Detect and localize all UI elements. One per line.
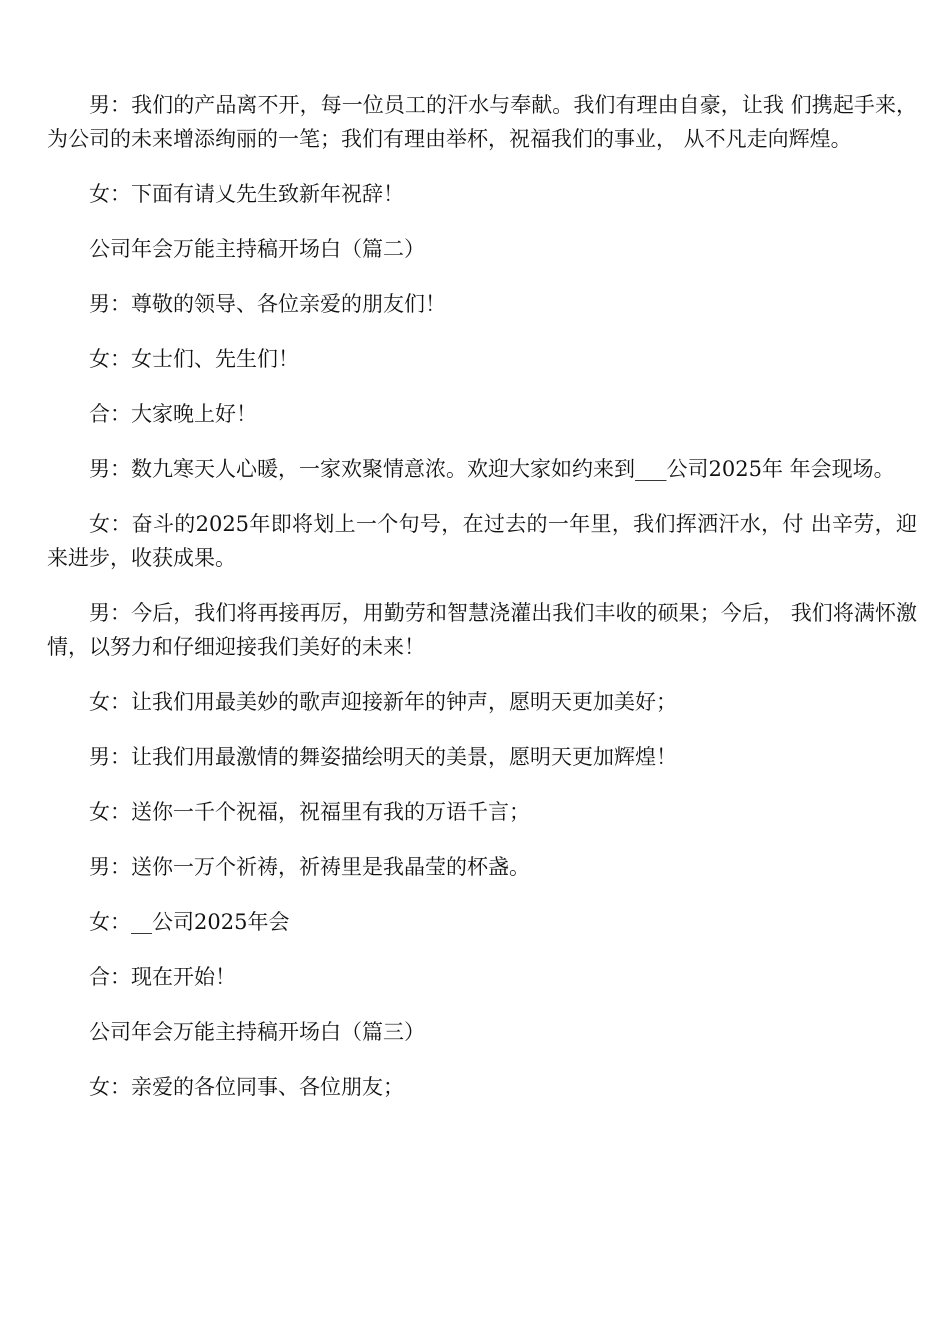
paragraph-together-greeting: 合：大家晚上好！ (89, 402, 257, 426)
paragraph-together-start: 合：现在开始！ (89, 965, 236, 989)
paragraph-female-greeting: 女：女士们、先生们！ (89, 347, 299, 371)
paragraph-female-annual-meeting: 女：__公司2025年会 (89, 910, 290, 934)
paragraph-male-welcome: 男：数九寒天人心暖，一家欢聚情意浓。欢迎大家如约来到___公司2025年 年会现场。 (89, 457, 895, 481)
paragraph-female-dear-colleagues: 女：亲爱的各位同事、各位朋友； (89, 1075, 404, 1099)
section-heading-part-three: 公司年会万能主持稿开场白（篇三） (89, 1020, 425, 1044)
paragraph-female-blessing: 女：送你一千个祝福，祝福里有我的万语千言； (89, 800, 530, 824)
paragraph-male-future: 男：今后，我们将再接再厉，用勤劳和智慧浇灌出我们丰收的硕果；今后， 我们将满怀激情，以努力和仔细迎接我们美好的未来！ (47, 601, 917, 659)
document-page (47, 88, 917, 1125)
paragraph-male-dance: 男：让我们用最激情的舞姿描绘明天的美景，愿明天更加辉煌！ (89, 745, 677, 769)
section-heading-part-two: 公司年会万能主持稿开场白（篇二） (89, 237, 425, 261)
paragraph-female-invite-speech: 女：下面有请乂先生致新年祝辞！ (89, 182, 404, 206)
paragraph-female-song: 女：让我们用最美妙的歌声迎接新年的钟声，愿明天更加美好； (89, 690, 677, 714)
paragraph-male-prayer: 男：送你一万个祈祷，祈祷里是我晶莹的杯盏。 (89, 855, 530, 879)
paragraph-male-products: 男：我们的产品离不开，每一位员工的汗水与奉献。我们有理由自豪，让我 们携起手来，为公司的未来增添绚丽的一笔；我们有理由举杯，祝福我们的事业， 从不凡走向辉煌。 (47, 93, 917, 151)
paragraph-female-year-review: 女：奋斗的2025年即将划上一个句号，在过去的一年里，我们挥洒汗水，付 出辛劳，迎来进步，收获成果。 (47, 512, 917, 570)
paragraph-male-greeting: 男：尊敬的领导、各位亲爱的朋友们！ (89, 292, 446, 316)
